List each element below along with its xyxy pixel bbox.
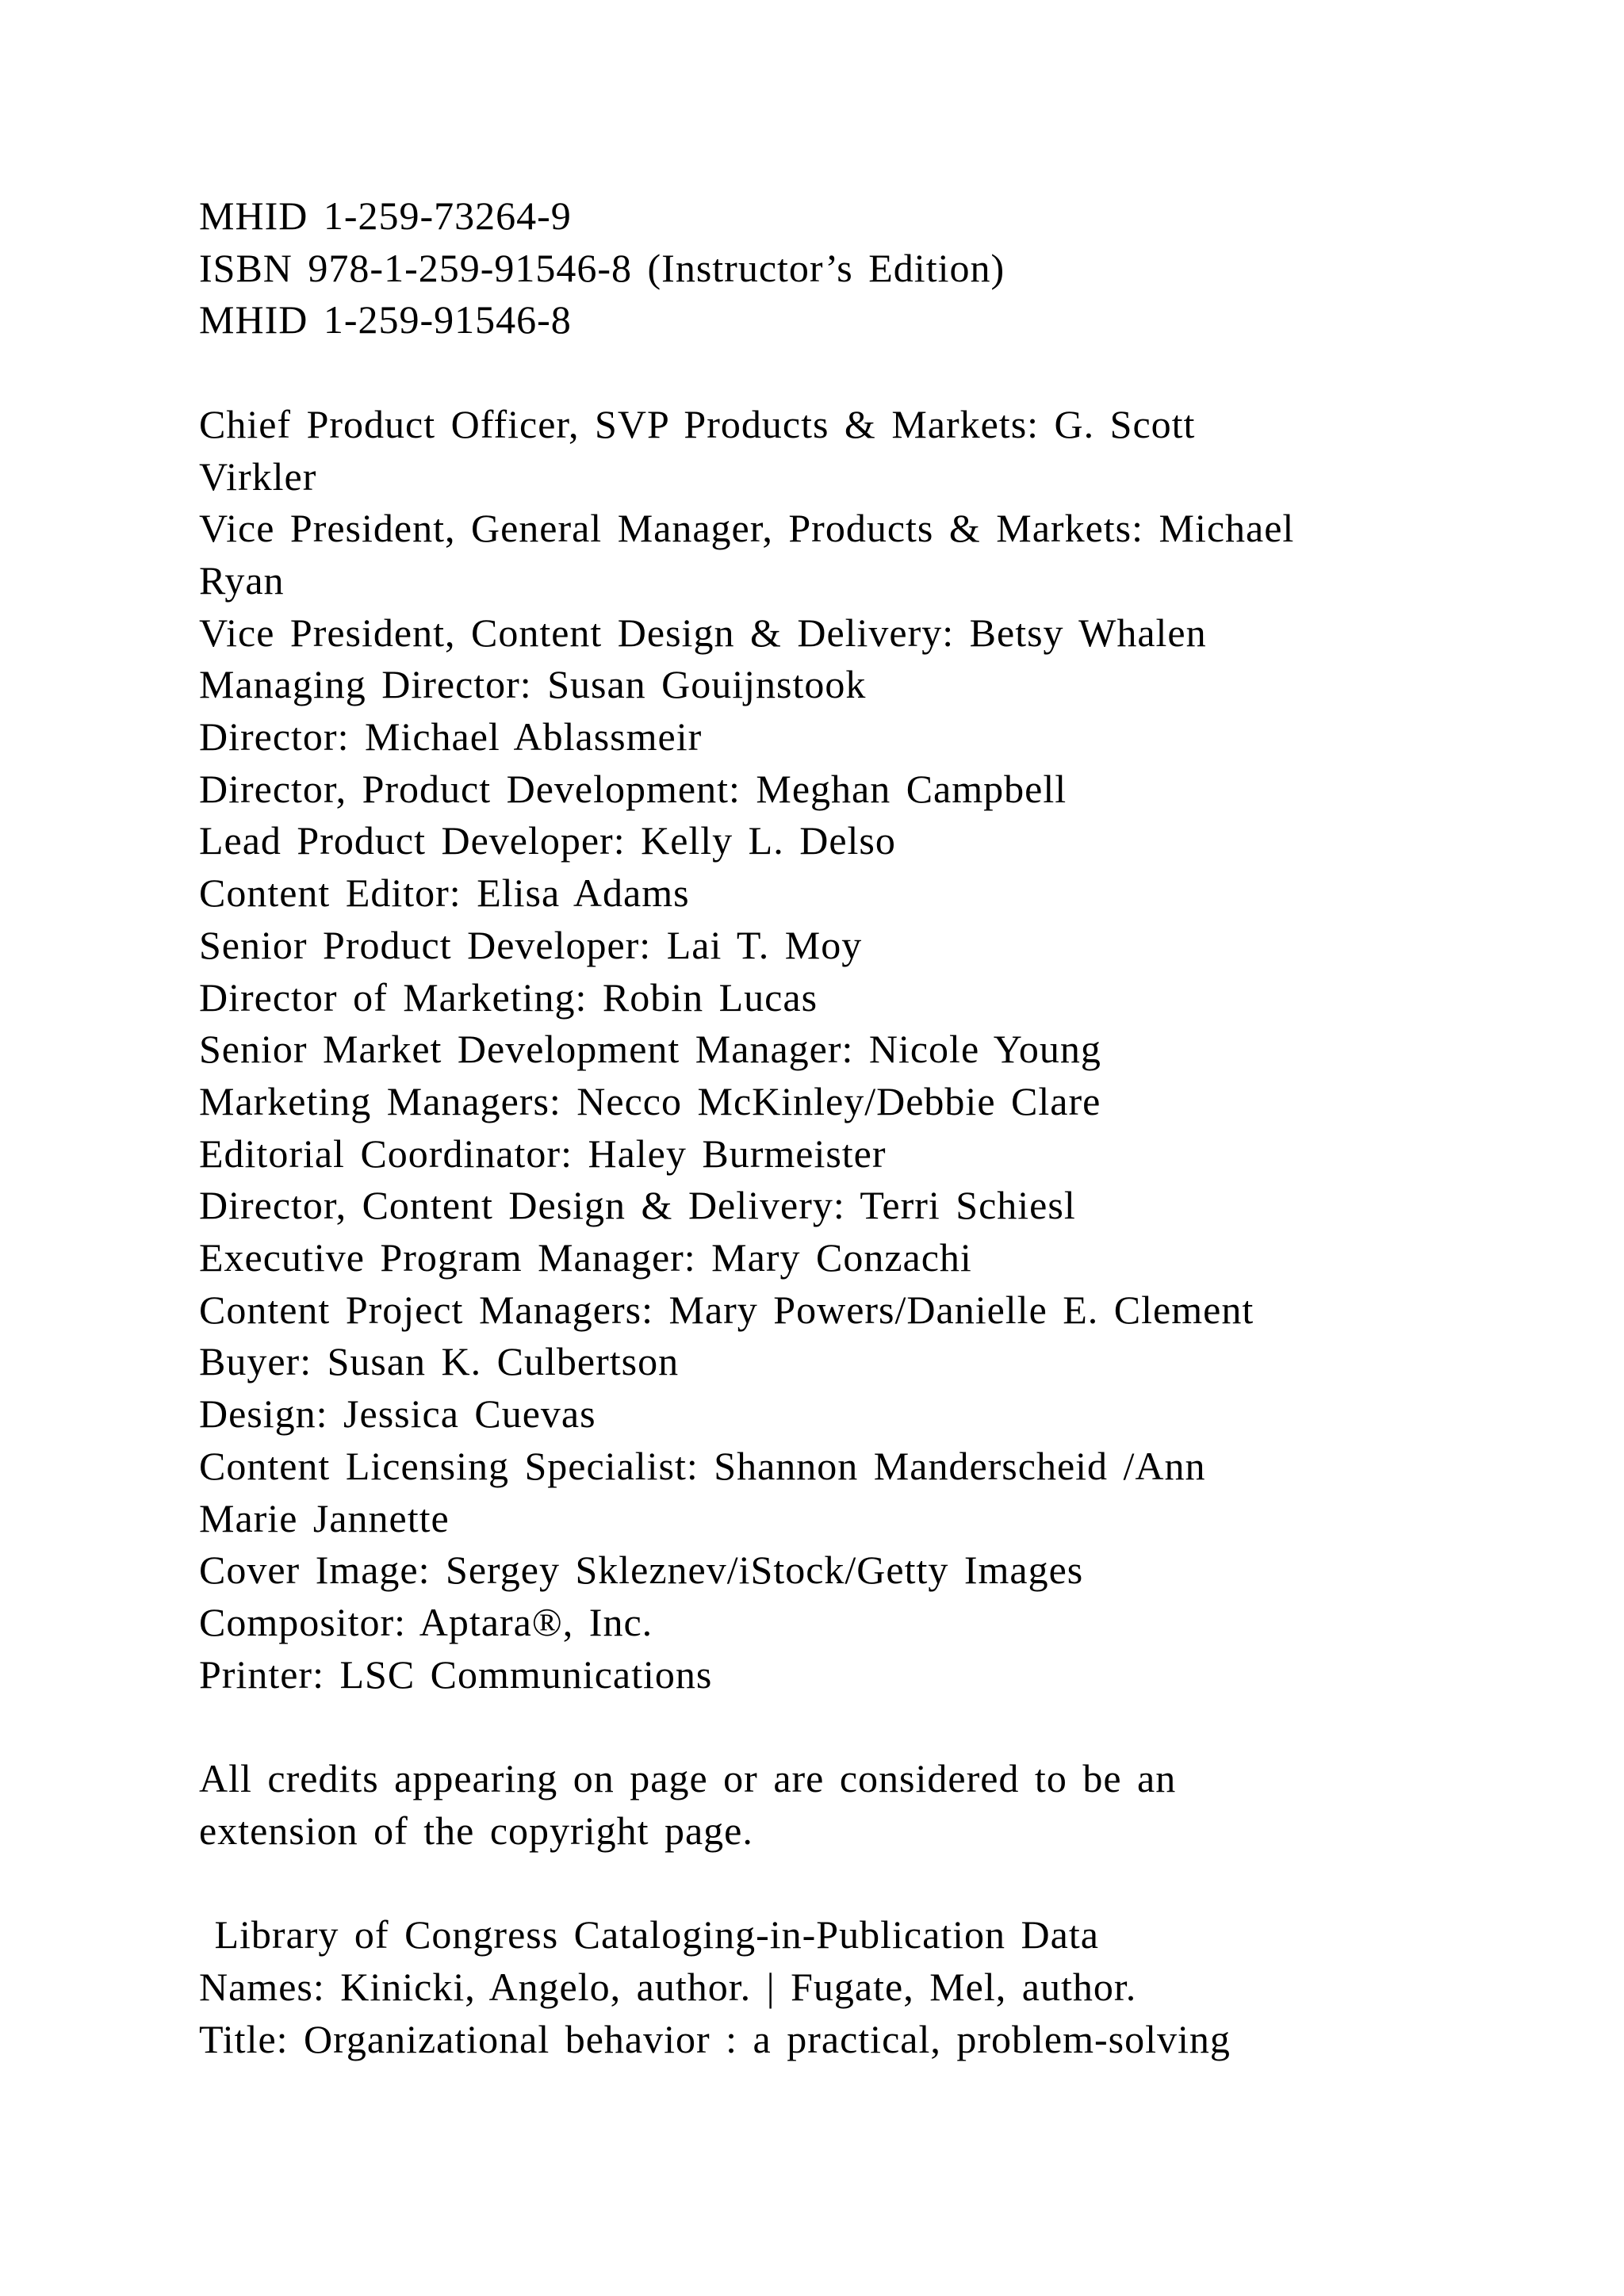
note-line: All credits appearing on page or are considered to be an: [199, 1756, 1177, 1801]
credit-line: Marketing Managers: Necco McKinley/Debbie Clare: [199, 1078, 1101, 1123]
cip-heading: Library of Congress Cataloging-in-Publication Data: [199, 1912, 1099, 1957]
cip-section: [199, 1909, 1500, 2065]
credit-line: Executive Program Manager: Mary Conzachi: [199, 1235, 972, 1280]
credit-line: Lead Product Developer: Kelly L. Delso: [199, 818, 896, 863]
paragraph-gap: [199, 1701, 1500, 1753]
credit-line: Content Licensing Specialist: Shannon Manderscheid /Ann: [199, 1443, 1206, 1488]
credit-line: Editorial Coordinator: Haley Burmeister: [199, 1131, 887, 1176]
credit-line: Managing Director: Susan Gouijnstook: [199, 662, 867, 707]
credit-line: Design: Jessica Cuevas: [199, 1391, 596, 1437]
identifier-section: [199, 190, 1500, 346]
credit-line: Vice President, General Manager, Products & Markets: Michael: [199, 506, 1295, 551]
credit-line: Director, Product Development: Meghan Campbell: [199, 766, 1067, 811]
credit-line: Content Project Managers: Mary Powers/Danielle E. Clement: [199, 1287, 1254, 1332]
paragraph-gap: [199, 346, 1500, 399]
credit-line: Virkler: [199, 453, 317, 499]
credit-line: Buyer: Susan K. Culbertson: [199, 1339, 680, 1384]
cip-title-line: Title: Organizational behavior : a practical, problem-solving: [199, 2016, 1231, 2061]
credit-line: Director, Content Design & Delivery: Terri Schiesl: [199, 1183, 1076, 1228]
paragraph-gap: [199, 1857, 1500, 1909]
cip-names-line: Names: Kinicki, Angelo, author. | Fugate, Mel, author.: [199, 1964, 1137, 2009]
credit-line: Printer: LSC Communications: [199, 1651, 713, 1697]
credit-line: Cover Image: Sergey Skleznev/iStock/Getty Images: [199, 1548, 1084, 1593]
credit-line: Chief Product Officer, SVP Products & Markets: G. Scott: [199, 401, 1196, 446]
mhid-line: MHID 1-259-91546-8: [199, 297, 572, 342]
credits-note-section: [199, 1753, 1500, 1857]
credit-line: Director of Marketing: Robin Lucas: [199, 974, 818, 1020]
credit-line: Compositor: Aptara®, Inc.: [199, 1599, 653, 1644]
mhid-line: MHID 1-259-73264-9: [199, 193, 572, 238]
copyright-text: [199, 190, 1500, 2065]
credits-section: [199, 399, 1500, 1701]
credit-line: Content Editor: Elisa Adams: [199, 871, 690, 916]
credit-line: Senior Market Development Manager: Nicole Young: [199, 1027, 1101, 1072]
note-line: extension of the copyright page.: [199, 1808, 753, 1853]
credit-line: Senior Product Developer: Lai T. Moy: [199, 922, 863, 967]
isbn-line: ISBN 978-1-259-91546-8 (Instructor’s Edition): [199, 245, 1005, 290]
credit-line: Ryan: [199, 557, 285, 603]
credit-line: Vice President, Content Design & Delivery: Betsy Whalen: [199, 610, 1207, 655]
credit-line: Director: Michael Ablassmeir: [199, 714, 703, 760]
credit-line: Marie Jannette: [199, 1495, 450, 1540]
